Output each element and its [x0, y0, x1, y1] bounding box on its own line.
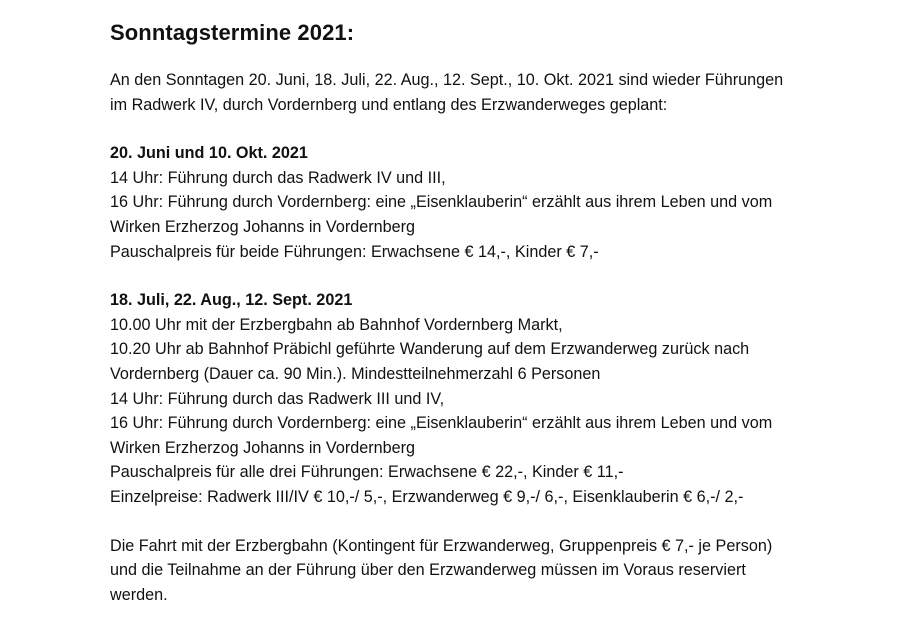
price-line: Pauschalpreis für alle drei Führungen: Erwachsene € 22,-, Kinder € 11,- [110, 463, 624, 482]
intro-line: im Radwerk IV, durch Vordernberg und entlang des Erzwanderweges geplant: [110, 95, 668, 114]
schedule-line: Wirken Erzherzog Johanns in Vordernberg [110, 438, 416, 457]
schedule-line: Wirken Erzherzog Johanns in Vordernberg [110, 217, 416, 236]
section-heading: 18. Juli, 22. Aug., 12. Sept. 2021 [110, 291, 353, 310]
schedule-line: Vordernberg (Dauer ca. 90 Min.). Mindestteilnehmerzahl 6 Personen [110, 364, 601, 383]
schedule-line: 10.00 Uhr mit der Erzbergbahn ab Bahnhof Vordernberg Markt, [110, 315, 563, 334]
page-title: Sonntagstermine 2021: [110, 20, 355, 45]
schedule-line: 16 Uhr: Führung durch Vordernberg: eine „Eisenklauberin“ erzählt aus ihrem Leben und vom [110, 414, 773, 433]
schedule-line: 14 Uhr: Führung durch das Radwerk III und IV, [110, 389, 445, 408]
intro-line: An den Sonntagen 20. Juni, 18. Juli, 22. Aug., 12. Sept., 10. Okt. 2021 sind wieder Führungen [110, 71, 784, 89]
document-page [110, 18, 900, 631]
schedule-line: 14 Uhr: Führung durch das Radwerk IV und III, [110, 168, 446, 187]
closing-line: Die Fahrt mit der Erzbergbahn (Kontingent für Erzwanderweg, Gruppenpreis € 7,- je Person) [110, 536, 773, 555]
schedule-section-june-october [110, 141, 900, 264]
closing-line: werden. [110, 585, 168, 604]
price-line: Pauschalpreis für beide Führungen: Erwachsene € 14,-, Kinder € 7,- [110, 242, 599, 261]
intro-paragraph [110, 68, 900, 117]
section-heading: 20. Juni und 10. Okt. 2021 [110, 144, 308, 163]
schedule-section-july-august-september [110, 288, 900, 509]
closing-paragraph [110, 534, 900, 608]
schedule-line: 10.20 Uhr ab Bahnhof Präbichl geführte Wanderung auf dem Erzwanderweg zurück nach [110, 340, 750, 359]
schedule-line: 16 Uhr: Führung durch Vordernberg: eine „Eisenklauberin“ erzählt aus ihrem Leben und vom [110, 193, 773, 212]
closing-line: und die Teilnahme an der Führung über den Erzwanderweg müssen im Voraus reserviert [110, 561, 746, 580]
price-line: Einzelpreise: Radwerk III/IV € 10,-/ 5,-, Erzwanderweg € 9,-/ 6,-, Eisenklauberin € 6,-/ 2,- [110, 487, 744, 506]
